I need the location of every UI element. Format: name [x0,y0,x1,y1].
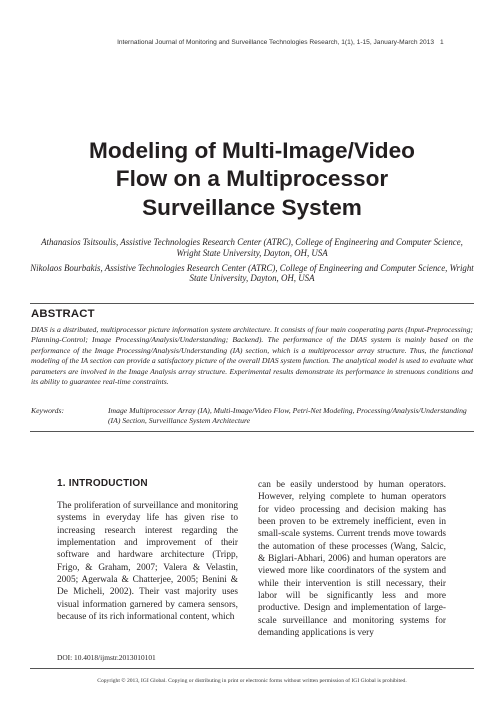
introduction-left-column: The proliferation of surveillance and monitoring systems in everyday life has given rise to increasing research interest regarding the implementation and improvement of their software and hardware architecture (Tripp, Frigo, & Graham, 2007; Valera & Velastin, 2005; Agerwala & Chatterjee, 2005; Benini & De Micheli, 2002). Their vast majority uses visual information garnered by camera sensors, because of its rich informational content, which [57,501,238,623]
copyright-footer: Copyright © 2013, IGI Global. Copying or distributing in print or electronic forms without written permission of IGI Global is prohibited. [97,678,407,684]
page-number: 1 [440,39,444,46]
title-line-2: Flow on a Multiprocessor [115,166,389,192]
title-line-1: Modeling of Multi-Image/Video [89,138,415,163]
keywords-text: Image Multiprocessor Array (IA), Multi-Image/Video Flow, Petri-Net Modeling, Processing/Analysis/Understanding (IA) Section, Surveillance System Architecture [108,406,467,426]
journal-header: International Journal of Monitoring and Surveillance Technologies Research, 1(1), 1-15, January-March 2013 [117,39,434,46]
abstract-heading: ABSTRACT [31,308,95,320]
author-affiliation-1: Athanasios Tsitsoulis, Assistive Technologies Research Center (ATRC), College of Engineering and Computer Science, Wright State University, Dayton, OH, USA [41,237,463,258]
doi-text: DOI: 10.4018/ijmstr.2013010101 [57,653,156,662]
abstract-top-rule [30,303,474,304]
footer-rule [30,668,474,669]
keywords-label: Keywords: [31,406,65,415]
introduction-heading: 1. INTRODUCTION [57,478,148,489]
author-affiliation-2: Nikolaos Bourbakis, Assistive Technologies Research Center (ATRC), College of Engineering and Computer Science, Wright State University, Dayton, OH, USA [30,262,474,284]
paper-title [40,137,464,222]
abstract-bottom-rule [30,431,474,432]
author-block [30,237,474,288]
title-line-3: Surveillance System [142,194,362,220]
abstract-text: DIAS is a distributed, multiprocessor picture information system architecture. It consists of four main cooperating parts (Input-Preprocessing; Planning-Control; Image Processing/Analysis/Understanding; Backend). The performance of the DIAS system is mainly based on the performance of the Image Processing/Analysis/Understanding (IA) section, which is a multiprocessor array structure. Thus, the functional modeling of the IA section can provide a satisfactory picture of the overall DIAS system function. The analytical model is used to evaluate what parameters are involved in the Image Analysis array structure. Experimental results demonstrate its performance in strenuous conditions and its ability to guarantee real-time constraints. [31,325,473,387]
introduction-right-column: can be easily understood by human operators. However, relying complete to human operators for video processing and decision making has been proven to be extremely inefficient, even in small-scale systems. Current trends move towards the automation of these processes (Wang, Salcic, & Biglari-Abhari, 2006) and human operators are viewed more like coordinators of the system and while their intervention is still necessary, their labor will be significantly less and more productive. Design and implementation of large-scale surveillance and monitoring systems for demanding applications is very [258,480,446,639]
